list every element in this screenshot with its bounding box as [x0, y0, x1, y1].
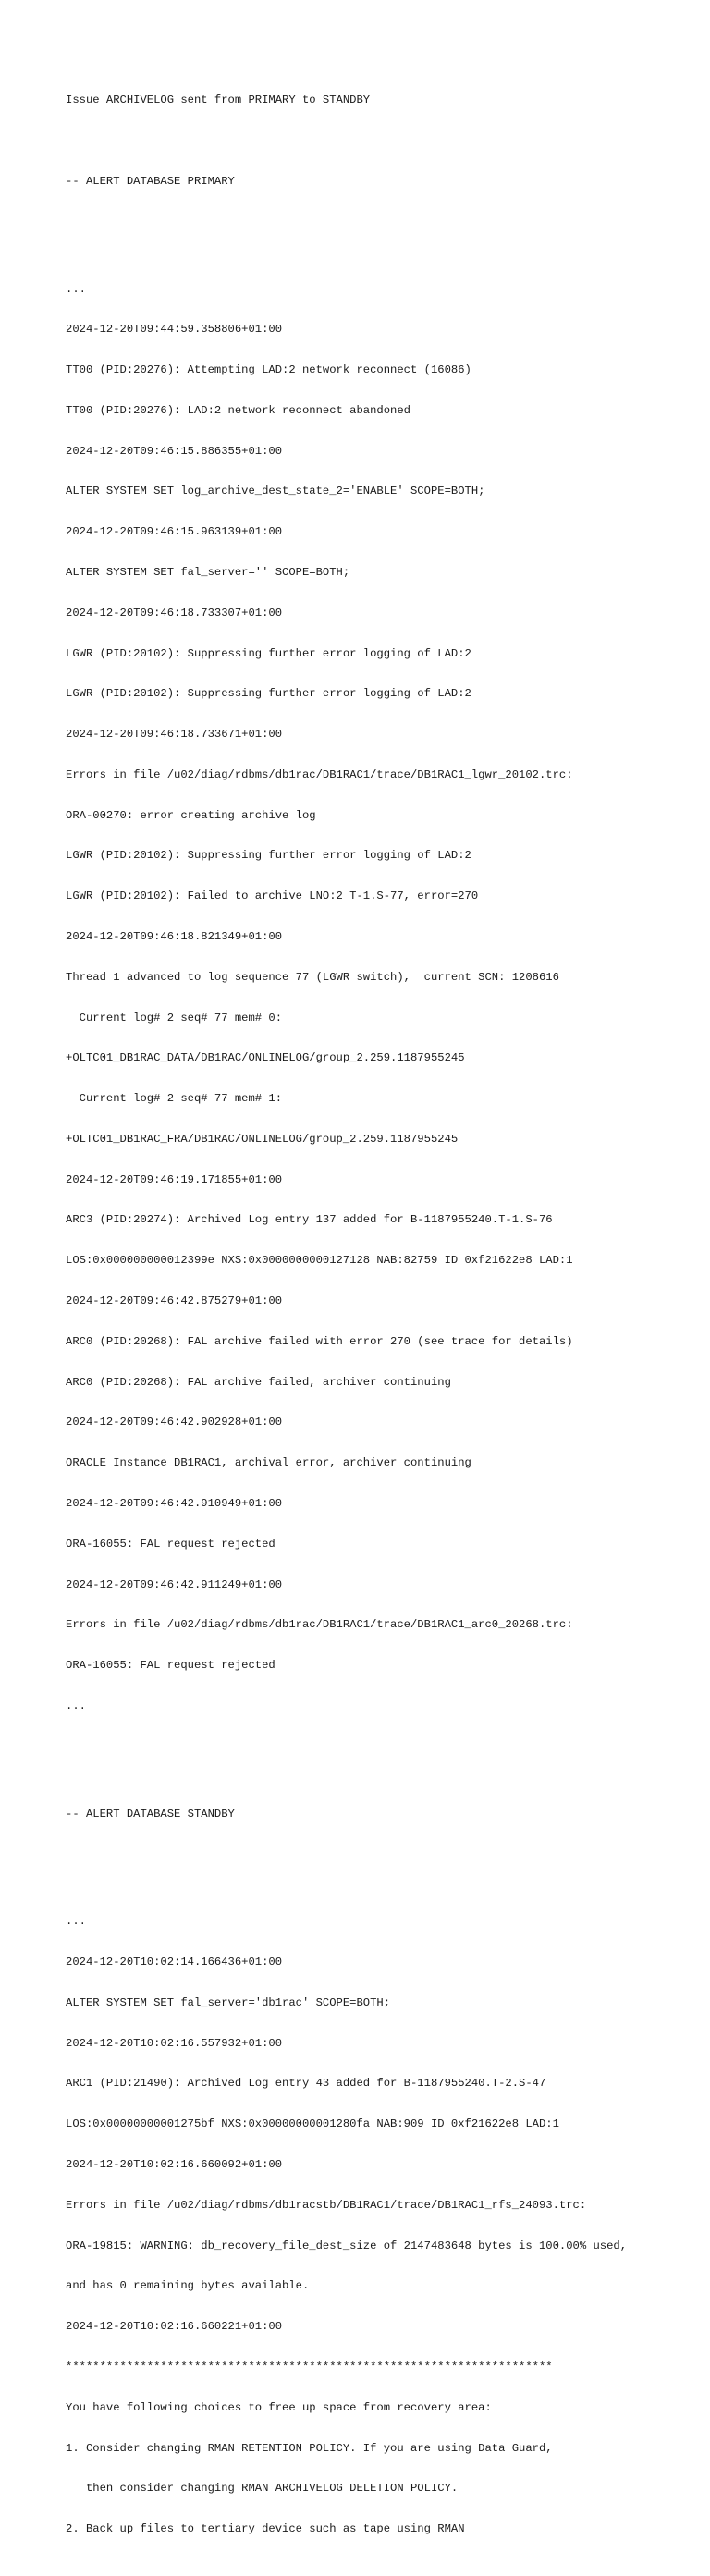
- log-line: ORA-16055: FAL request rejected: [66, 1659, 275, 1673]
- primary-section-heading: -- ALERT DATABASE PRIMARY: [66, 174, 235, 188]
- log-line: ARC0 (PID:20268): FAL archive failed with error 270 (see trace for details): [66, 1334, 573, 1348]
- log-line: ALTER SYSTEM SET fal_server='db1rac' SCOPE=BOTH;: [66, 1995, 391, 2009]
- log-line: ORACLE Instance DB1RAC1, archival error, archiver continuing: [66, 1456, 471, 1470]
- log-line: 2024-12-20T09:44:59.358806+01:00: [66, 323, 283, 337]
- log-line: 2024-12-20T10:02:16.660221+01:00: [66, 2320, 283, 2334]
- document-title: Issue ARCHIVELOG sent from PRIMARY to STANDBY: [66, 93, 371, 107]
- log-line: ALTER SYSTEM SET fal_server='' SCOPE=BOTH;: [66, 565, 350, 579]
- log-line: 2024-12-20T09:46:18.733671+01:00: [66, 728, 283, 742]
- log-line: 2024-12-20T09:46:15.963139+01:00: [66, 525, 283, 539]
- log-line: ARC3 (PID:20274): Archived Log entry 137 added for B-1187955240.T-1.S-76: [66, 1213, 553, 1227]
- log-line: LGWR (PID:20102): Suppressing further error logging of LAD:2: [66, 646, 471, 660]
- log-line: 2024-12-20T09:46:15.886355+01:00: [66, 444, 283, 458]
- spacer: [66, 1847, 704, 1861]
- log-line: ...: [66, 1699, 86, 1712]
- log-line: ARC1 (PID:21490): Archived Log entry 43 added for B-1187955240.T-2.S-47: [66, 2077, 546, 2091]
- log-line: LOS:0x000000000012399e NXS:0x0000000000127128 NAB:82759 ID 0xf21622e8 LAD:1: [66, 1254, 573, 1268]
- log-line: Errors in file /u02/diag/rdbms/db1racstb/DB1RAC1/trace/DB1RAC1_rfs_24093.trc:: [66, 2198, 587, 2212]
- log-line: LGWR (PID:20102): Suppressing further error logging of LAD:2: [66, 687, 471, 701]
- log-line: Thread 1 advanced to log sequence 77 (LGWR switch), current SCN: 1208616: [66, 970, 559, 984]
- log-line: Current log# 2 seq# 77 mem# 1:: [66, 1092, 283, 1106]
- log-line: 2024-12-20T10:02:16.660092+01:00: [66, 2158, 283, 2172]
- log-line: 2024-12-20T10:02:16.557932+01:00: [66, 2036, 283, 2050]
- spacer: [66, 134, 704, 148]
- log-line: LGWR (PID:20102): Failed to archive LNO:2 T-1.S-77, error=270: [66, 889, 479, 903]
- log-line: ORA-19815: WARNING: db_recovery_file_dest_size of 2147483648 bytes is 100.00% used,: [66, 2239, 628, 2252]
- log-line: LOS:0x00000000001275bf NXS:0x00000000001280fa NAB:909 ID 0xf21622e8 LAD:1: [66, 2117, 559, 2131]
- log-line: TT00 (PID:20276): Attempting LAD:2 network reconnect (16086): [66, 363, 471, 377]
- log-line: then consider changing RMAN ARCHIVELOG DELETION POLICY.: [66, 2482, 459, 2496]
- standby-log-block: [66, 1888, 704, 2563]
- log-line: ************************************************************************: [66, 2360, 553, 2374]
- log-line: 2024-12-20T09:46:42.902928+01:00: [66, 1416, 283, 1429]
- log-line: ORA-16055: FAL request rejected: [66, 1537, 275, 1551]
- log-line: Errors in file /u02/diag/rdbms/db1rac/DB1RAC1/trace/DB1RAC1_lgwr_20102.trc:: [66, 767, 573, 781]
- log-line: 2024-12-20T09:46:42.910949+01:00: [66, 1496, 283, 1510]
- log-line: +OLTC01_DB1RAC_FRA/DB1RAC/ONLINELOG/group_2.259.1187955245: [66, 1132, 459, 1146]
- log-line: 2024-12-20T09:46:42.911249+01:00: [66, 1577, 283, 1591]
- log-line: ALTER SYSTEM SET log_archive_dest_state_2='ENABLE' SCOPE=BOTH;: [66, 485, 485, 498]
- log-line: 2024-12-20T09:46:42.875279+01:00: [66, 1294, 283, 1308]
- log-line: 2. Back up files to tertiary device such as tape using RMAN: [66, 2522, 465, 2536]
- log-line: TT00 (PID:20276): LAD:2 network reconnect abandoned: [66, 403, 410, 417]
- primary-log-block: [66, 255, 704, 1739]
- log-document: [66, 67, 704, 2576]
- log-line: 1. Consider changing RMAN RETENTION POLICY. If you are using Data Guard,: [66, 2441, 553, 2455]
- log-line: LGWR (PID:20102): Suppressing further error logging of LAD:2: [66, 849, 471, 863]
- log-line: and has 0 remaining bytes available.: [66, 2279, 310, 2293]
- log-line: ORA-00270: error creating archive log: [66, 808, 316, 822]
- log-line: ...: [66, 282, 86, 296]
- log-line: 2024-12-20T10:02:14.166436+01:00: [66, 1956, 283, 1969]
- standby-section-heading: -- ALERT DATABASE STANDBY: [66, 1807, 235, 1821]
- spacer: [66, 215, 704, 229]
- spacer: [66, 1767, 704, 1781]
- log-line: You have following choices to free up space from recovery area:: [66, 2400, 492, 2414]
- log-line: Current log# 2 seq# 77 mem# 0:: [66, 1011, 283, 1024]
- log-line: ...: [66, 1915, 86, 1929]
- log-line: 2024-12-20T09:46:18.733307+01:00: [66, 606, 283, 619]
- log-line: 2024-12-20T09:46:18.821349+01:00: [66, 930, 283, 943]
- log-line: ARC0 (PID:20268): FAL archive failed, archiver continuing: [66, 1375, 451, 1389]
- log-line: +OLTC01_DB1RAC_DATA/DB1RAC/ONLINELOG/group_2.259.1187955245: [66, 1051, 465, 1065]
- log-line: 2024-12-20T09:46:19.171855+01:00: [66, 1172, 283, 1186]
- log-line: Errors in file /u02/diag/rdbms/db1rac/DB1RAC1/trace/DB1RAC1_arc0_20268.trc:: [66, 1618, 573, 1632]
